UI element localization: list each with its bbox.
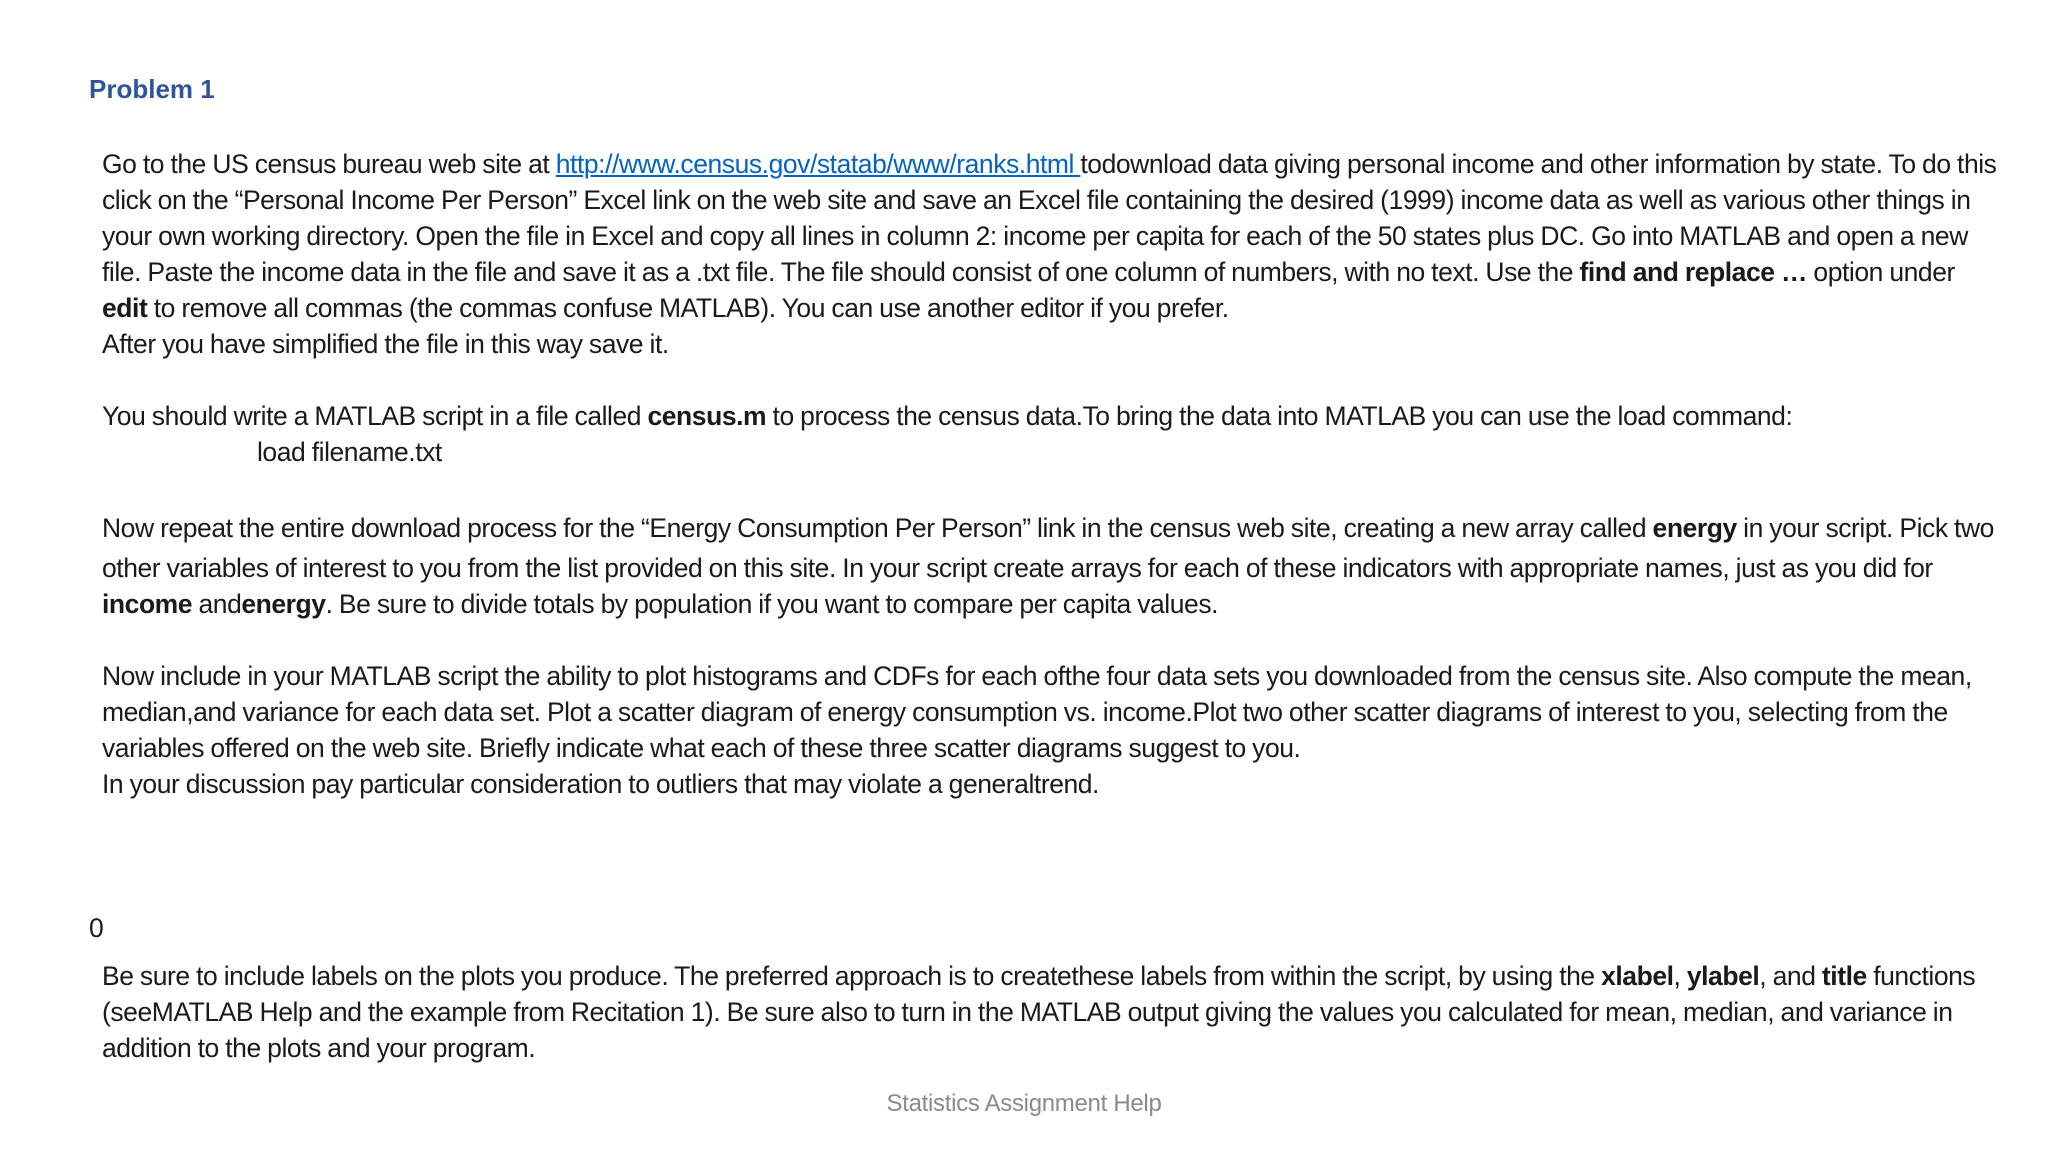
text: , and <box>1759 961 1822 991</box>
text: functions (seeMATLAB Help and the example from Recitation 1). Be sure also to turn in the MATLAB output giving the values you calculated for mean, median, and variance in addition to the plots and your program. <box>102 961 1976 1063</box>
paragraph-save-file: After you have simplified the file in this way save it. <box>102 329 669 359</box>
paragraph-script <box>102 398 2002 434</box>
paragraph-download-income <box>102 146 2002 326</box>
text: Be sure to include labels on the plots you produce. The preferred approach is to createthese labels from within the script, by using the <box>102 961 1602 991</box>
instructions-body <box>102 146 2002 802</box>
spacer <box>102 622 2002 658</box>
bold-xlabel: xlabel <box>1601 961 1674 991</box>
paragraph-labels <box>102 958 2002 1066</box>
stray-number: 0 <box>89 913 104 943</box>
load-command: load filename.txt <box>257 437 442 467</box>
text: todownload data giving personal income and other information by state. To do this click on the “Personal Income Per Person” Excel link on the web site and save an Excel file containing the desired (1999) income data as well as various other things in your own working directory. Open the file in Excel and copy all lines in column 2: income per capita for each of the 50 states plus DC. Go into MATLAB and open a new file. Paste the income data in the file and save it as a .txt file. The file should consist of one column of numbers, with no text. Use the <box>102 149 1997 287</box>
bold-income: income <box>102 589 193 619</box>
bold-energy-2: energy <box>241 589 326 619</box>
problem-heading: Problem 1 <box>89 74 215 104</box>
text: option under <box>1807 257 1955 287</box>
text: . Be sure to divide totals by population if you want to compare per capita values. <box>325 589 1219 619</box>
text: to process the census data.To bring the data into MATLAB you can use the load command: <box>766 401 1793 431</box>
text: to remove all commas (the commas confuse MATLAB). You can use another editor if you prefer. <box>147 293 1229 323</box>
text: other variables of interest to you from the list provided on this site. In your script create arrays for each of these indicators with appropriate names, just as you did for <box>102 553 1933 583</box>
text: and <box>192 589 242 619</box>
text: Now repeat the entire download process for the “Energy Consumption Per Person” link in the census web site, creating a new array called <box>102 513 1653 543</box>
paragraph-outliers: In your discussion pay particular consideration to outliers that may violate a generaltrend. <box>102 769 1099 799</box>
census-link[interactable]: http://www.census.gov/statab/www/ranks.html <box>555 149 1081 179</box>
paragraph-other-variables <box>102 550 2002 622</box>
bold-find-replace: find and replace … <box>1579 257 1807 287</box>
text: in your script. Pick two <box>1736 513 1994 543</box>
text: , <box>1673 961 1687 991</box>
text: You should write a MATLAB script in a file called <box>102 401 648 431</box>
bold-energy: energy <box>1652 513 1737 543</box>
text: Go to the US census bureau web site at <box>102 149 556 179</box>
bold-title: title <box>1821 961 1867 991</box>
bold-census-m: census.m <box>647 401 767 431</box>
spacer <box>102 470 2002 506</box>
instructions-labels <box>102 958 2002 1066</box>
bold-edit: edit <box>102 293 148 323</box>
bold-ylabel: ylabel <box>1686 961 1760 991</box>
paragraph-plots: Now include in your MATLAB script the ability to plot histograms and CDFs for each ofthe four data sets you downloaded from the census site. Also compute the mean, median,and variance for each data set. Plot a scatter diagram of energy consumption vs. income.Plot two other scatter diagrams of interest to you, selecting from the variables offered on the web site. Briefly indicate what each of these three scatter diagrams suggest to you. <box>102 661 1972 763</box>
footer-caption: Statistics Assignment Help <box>886 1090 1162 1117</box>
spacer <box>102 362 2002 398</box>
paragraph-energy <box>102 506 2002 550</box>
